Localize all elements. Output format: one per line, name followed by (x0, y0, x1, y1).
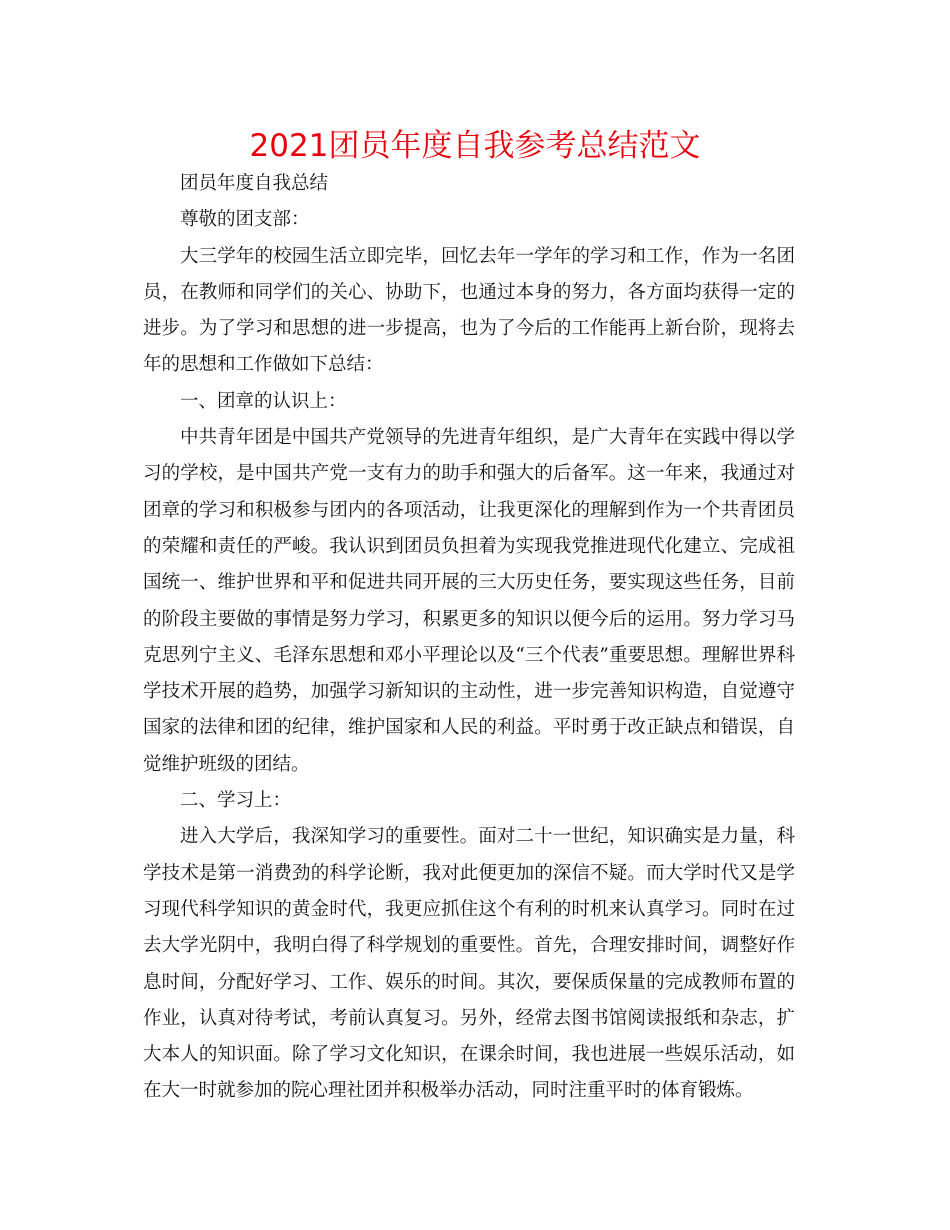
paragraph-study: 进入大学后，我深知学习的重要性。面对二十一世纪，知识确实是力量，科学技术是第一消费劲的科学论断，我对此便更加的深信不疑。而大学时代又是学习现代科学知识的黄金时代，我更应抓住这个有利的时机来认真学习。同时在过去大学光阴中，我明白得了科学规划的重要性。首先，合理安排时间，调整好作息时间，分配好学习、工作、娱乐的时间。其次，要保质保量的完成教师布置的作业，认真对待考试，考前认真复习。另外，经常去图书馆阅读报纸和杂志，扩大本人的知识面。除了学习文化知识，在课余时间，我也进展一些娱乐活动，如在大一时就参加的院心理社团并积极举办活动，同时注重平时的体育锻炼。 (143, 826, 795, 1102)
paragraph-charter: 中共青年团是中国共产党领导的先进青年组织，是广大青年在实践中得以学习的学校，是中国共产党一支有力的助手和强大的后备军。这一年来，我通过对团章的学习和积极参与团内的各项活动，让我更深化的理解到作为一个共青团员的荣耀和责任的严峻。我认识到团员负担着为实现我党推进现代化建立、完成祖国统一、维护世界和平和促进共同开展的三大历史任务，要实现这些任务，目前的阶段主要做的事情是努力学习，积累更多的知识以便今后的运用。努力学习马克思列宁主义、毛泽东思想和邓小平理论以及“三个代表”重要思想。理解世界科学技术开展的趋势，加强学习新知识的主动性，进一步完善知识构造，自觉遵守国家的法律和团的纪律，维护国家和人民的利益。平时勇于改正缺点和错误，自觉维护班级的团结。 (143, 427, 795, 775)
paragraph-salutation: 尊敬的团支部： (180, 209, 310, 231)
document-title: 2021团员年度自我参考总结范文 (249, 128, 701, 164)
section-heading-charter: 一、团章的认识上： (180, 390, 347, 412)
section-heading-study: 二、学习上： (180, 790, 292, 812)
paragraph-subtitle: 团员年度自我总结 (180, 173, 329, 194)
document-body (143, 166, 795, 1110)
paragraph-intro: 大三学年的校园生活立即完毕，回忆去年一学年的学习和工作，作为一名团员，在教师和同学们的关心、协助下，也通过本身的努力，各方面均获得一定的进步。为了学习和思想的进一步提高，也为了今后的工作能再上新台阶，现将去年的思想和工作做如下总结： (143, 245, 795, 376)
